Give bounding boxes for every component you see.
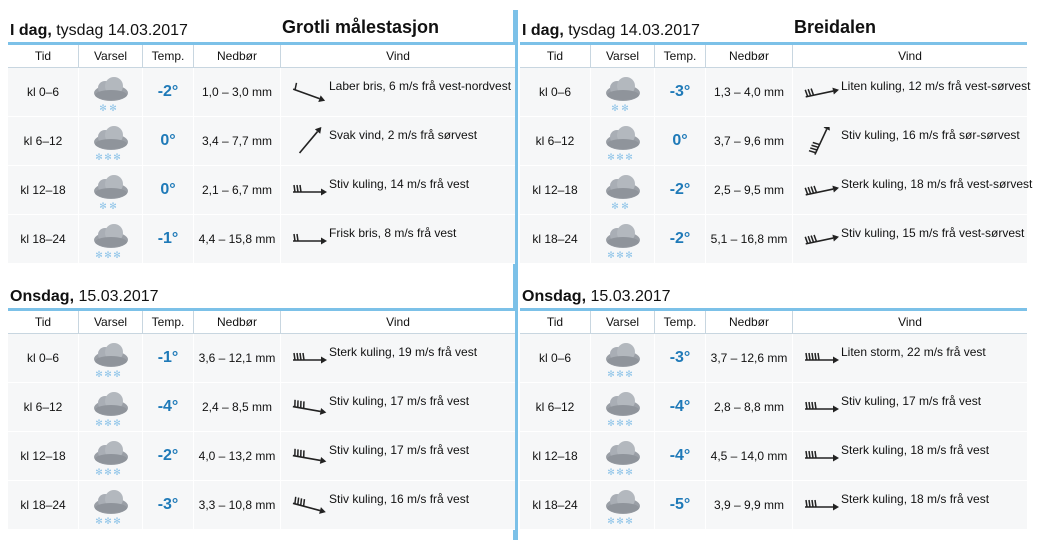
svg-text:✻: ✻ bbox=[616, 251, 624, 260]
time-period: kl 0–6 bbox=[8, 68, 79, 116]
svg-text:✻: ✻ bbox=[625, 419, 633, 428]
snow-cloud-icon bbox=[603, 341, 643, 379]
table-row bbox=[520, 68, 1031, 117]
wind-cell bbox=[793, 432, 1027, 480]
time-period: kl 12–18 bbox=[520, 432, 591, 480]
table-row bbox=[8, 383, 515, 432]
snow-cloud-icon bbox=[91, 173, 131, 211]
snow-cloud-icon bbox=[603, 173, 643, 211]
col-header-varsel: Varsel bbox=[591, 311, 655, 333]
table-row bbox=[8, 68, 515, 117]
svg-text:✻: ✻ bbox=[616, 370, 624, 379]
date-text: tysdag 14.03.2017 bbox=[568, 22, 700, 39]
svg-text:✻: ✻ bbox=[95, 153, 103, 162]
wind-cell bbox=[793, 68, 1031, 116]
time-period: kl 12–18 bbox=[520, 166, 591, 214]
temperature: -3° bbox=[143, 481, 194, 529]
day-date bbox=[10, 288, 159, 306]
forecast-cell bbox=[591, 383, 655, 431]
forecast-cell bbox=[591, 432, 655, 480]
wind-description: Sterk kuling, 18 m/s frå vest bbox=[841, 443, 990, 457]
day-label: Onsdag, bbox=[10, 288, 75, 305]
wind-description: Laber bris, 6 m/s frå vest-nordvest bbox=[329, 79, 512, 93]
forecast-cell bbox=[79, 334, 143, 382]
table-row bbox=[520, 334, 1027, 383]
svg-text:✻: ✻ bbox=[113, 468, 121, 477]
svg-text:✻: ✻ bbox=[625, 517, 633, 526]
precipitation: 2,5 – 9,5 mm bbox=[706, 166, 793, 214]
svg-text:✻: ✻ bbox=[104, 468, 112, 477]
table-row bbox=[520, 215, 1027, 264]
precipitation: 1,0 – 3,0 mm bbox=[194, 68, 281, 116]
day-header bbox=[8, 0, 515, 42]
col-header-nedbor: Nedbør bbox=[706, 311, 793, 333]
table-header bbox=[8, 42, 515, 68]
station-name: Breidalen bbox=[794, 17, 877, 37]
wind-description: Stiv kuling, 14 m/s frå vest bbox=[329, 177, 470, 191]
precipitation: 4,0 – 13,2 mm bbox=[194, 432, 281, 480]
precipitation: 3,9 – 9,9 mm bbox=[706, 481, 793, 529]
snow-cloud-icon bbox=[91, 341, 131, 379]
wind-cell bbox=[281, 117, 515, 165]
svg-text:✻: ✻ bbox=[625, 251, 633, 260]
temperature: -3° bbox=[655, 68, 706, 116]
svg-text:✻: ✻ bbox=[104, 419, 112, 428]
table-row bbox=[520, 166, 1033, 215]
col-header-tid: Tid bbox=[520, 45, 591, 67]
wind-arrow-icon bbox=[799, 442, 839, 470]
svg-text:✻: ✻ bbox=[607, 517, 615, 526]
forecast-cell bbox=[79, 215, 143, 263]
col-header-nedbor: Nedbør bbox=[194, 311, 281, 333]
svg-text:✻: ✻ bbox=[104, 251, 112, 260]
col-header-tid: Tid bbox=[8, 311, 79, 333]
wind-cell bbox=[281, 215, 515, 263]
time-period: kl 12–18 bbox=[8, 166, 79, 214]
table-header bbox=[8, 308, 515, 334]
snow-cloud-icon bbox=[91, 222, 131, 260]
wind-description: Stiv kuling, 16 m/s frå sør-sørvest bbox=[841, 128, 1020, 142]
svg-text:✻: ✻ bbox=[104, 153, 112, 162]
day-date bbox=[10, 22, 188, 40]
forecast-cell bbox=[79, 68, 143, 116]
day-label: I dag, bbox=[522, 22, 564, 39]
svg-text:✻: ✻ bbox=[113, 419, 121, 428]
table-row bbox=[8, 481, 515, 530]
precipitation: 3,6 – 12,1 mm bbox=[194, 334, 281, 382]
table-row bbox=[8, 432, 515, 481]
time-period: kl 6–12 bbox=[520, 117, 591, 165]
time-period: kl 6–12 bbox=[8, 117, 79, 165]
svg-text:✻: ✻ bbox=[621, 202, 629, 211]
svg-text:✻: ✻ bbox=[113, 153, 121, 162]
col-header-nedbor: Nedbør bbox=[706, 45, 793, 67]
time-period: kl 18–24 bbox=[8, 481, 79, 529]
time-period: kl 6–12 bbox=[8, 383, 79, 431]
wind-cell bbox=[281, 68, 515, 116]
temperature: -2° bbox=[655, 215, 706, 263]
precipitation: 2,8 – 8,8 mm bbox=[706, 383, 793, 431]
precipitation: 2,4 – 8,5 mm bbox=[194, 383, 281, 431]
table-row bbox=[520, 432, 1027, 481]
table-row bbox=[520, 383, 1027, 432]
svg-text:✻: ✻ bbox=[113, 251, 121, 260]
wind-arrow-icon bbox=[799, 176, 839, 204]
wind-description: Liten storm, 22 m/s frå vest bbox=[841, 345, 986, 359]
wind-arrow-icon bbox=[287, 393, 327, 421]
svg-text:✻: ✻ bbox=[99, 104, 107, 113]
wind-description: Svak vind, 2 m/s frå sørvest bbox=[329, 128, 478, 142]
svg-text:✻: ✻ bbox=[616, 468, 624, 477]
wind-cell bbox=[793, 481, 1027, 529]
temperature: -2° bbox=[143, 432, 194, 480]
temperature: -1° bbox=[143, 215, 194, 263]
temperature: -1° bbox=[143, 334, 194, 382]
temperature: -2° bbox=[143, 68, 194, 116]
wind-arrow-icon bbox=[799, 491, 839, 519]
svg-text:✻: ✻ bbox=[616, 517, 624, 526]
snow-cloud-icon bbox=[603, 222, 643, 260]
wind-cell bbox=[793, 166, 1033, 214]
wind-arrow-icon bbox=[287, 442, 327, 470]
wind-arrow-icon bbox=[287, 127, 327, 155]
svg-text:✻: ✻ bbox=[616, 419, 624, 428]
wind-cell bbox=[281, 432, 515, 480]
forecast-cell bbox=[79, 117, 143, 165]
station-column bbox=[8, 0, 515, 530]
temperature: -5° bbox=[655, 481, 706, 529]
table-row bbox=[520, 481, 1027, 530]
forecast-cell bbox=[79, 383, 143, 431]
svg-text:✻: ✻ bbox=[109, 104, 117, 113]
svg-text:✻: ✻ bbox=[625, 153, 633, 162]
table-row bbox=[8, 334, 515, 383]
snow-cloud-icon bbox=[603, 75, 643, 113]
svg-text:✻: ✻ bbox=[95, 419, 103, 428]
temperature: -4° bbox=[655, 383, 706, 431]
col-header-temp: Temp. bbox=[143, 45, 194, 67]
wind-description: Sterk kuling, 18 m/s frå vest bbox=[841, 492, 990, 506]
col-header-varsel: Varsel bbox=[591, 45, 655, 67]
svg-text:✻: ✻ bbox=[611, 104, 619, 113]
wind-cell bbox=[793, 215, 1027, 263]
forecast-cell bbox=[79, 166, 143, 214]
svg-text:✻: ✻ bbox=[625, 468, 633, 477]
day-header bbox=[520, 264, 1027, 308]
svg-text:✻: ✻ bbox=[625, 370, 633, 379]
day-label: I dag, bbox=[10, 22, 52, 39]
svg-text:✻: ✻ bbox=[95, 251, 103, 260]
precipitation: 3,7 – 9,6 mm bbox=[706, 117, 793, 165]
precipitation: 2,1 – 6,7 mm bbox=[194, 166, 281, 214]
day-label: Onsdag, bbox=[522, 288, 587, 305]
svg-text:✻: ✻ bbox=[95, 468, 103, 477]
col-header-varsel: Varsel bbox=[79, 311, 143, 333]
precipitation: 3,3 – 10,8 mm bbox=[194, 481, 281, 529]
forecast-cell bbox=[591, 68, 655, 116]
snow-cloud-icon bbox=[603, 488, 643, 526]
wind-description: Frisk bris, 8 m/s frå vest bbox=[329, 226, 457, 240]
forecast-cell bbox=[591, 481, 655, 529]
wind-cell bbox=[793, 334, 1027, 382]
forecast-cell bbox=[591, 166, 655, 214]
wind-arrow-icon bbox=[799, 344, 839, 372]
wind-description: Sterk kuling, 19 m/s frå vest bbox=[329, 345, 478, 359]
svg-text:✻: ✻ bbox=[607, 468, 615, 477]
svg-text:✻: ✻ bbox=[621, 104, 629, 113]
station-column bbox=[520, 0, 1033, 530]
precipitation: 4,4 – 15,8 mm bbox=[194, 215, 281, 263]
day-date bbox=[522, 22, 700, 40]
table-row bbox=[8, 117, 515, 166]
wind-cell bbox=[793, 117, 1027, 165]
col-header-temp: Temp. bbox=[655, 45, 706, 67]
time-period: kl 18–24 bbox=[520, 215, 591, 263]
precipitation: 5,1 – 16,8 mm bbox=[706, 215, 793, 263]
table-row bbox=[520, 117, 1027, 166]
col-header-vind: Vind bbox=[386, 315, 410, 329]
temperature: -4° bbox=[655, 432, 706, 480]
wind-description: Stiv kuling, 17 m/s frå vest bbox=[329, 443, 470, 457]
svg-text:✻: ✻ bbox=[607, 370, 615, 379]
forecast-cell bbox=[591, 117, 655, 165]
station-name: Grotli målestasjon bbox=[282, 17, 440, 37]
snow-cloud-icon bbox=[603, 390, 643, 428]
wind-description: Stiv kuling, 15 m/s frå vest-sørvest bbox=[841, 226, 1025, 240]
snow-cloud-icon bbox=[91, 124, 131, 162]
wind-arrow-icon bbox=[799, 127, 839, 155]
col-header-tid: Tid bbox=[8, 45, 79, 67]
precipitation: 3,4 – 7,7 mm bbox=[194, 117, 281, 165]
temperature: -2° bbox=[655, 166, 706, 214]
col-header-temp: Temp. bbox=[655, 311, 706, 333]
forecast-cell bbox=[591, 334, 655, 382]
forecast-cell bbox=[79, 481, 143, 529]
wind-cell bbox=[281, 166, 515, 214]
svg-text:✻: ✻ bbox=[95, 370, 103, 379]
col-header-vind: Vind bbox=[386, 49, 410, 63]
day-header bbox=[8, 264, 515, 308]
date-text: tysdag 14.03.2017 bbox=[56, 22, 188, 39]
wind-description: Liten kuling, 12 m/s frå vest-sørvest bbox=[841, 79, 1031, 93]
wind-cell bbox=[281, 481, 515, 529]
date-text: 15.03.2017 bbox=[590, 288, 671, 305]
temperature: -4° bbox=[143, 383, 194, 431]
wind-arrow-icon bbox=[799, 225, 839, 253]
snow-cloud-icon bbox=[91, 390, 131, 428]
svg-text:✻: ✻ bbox=[95, 517, 103, 526]
day-forecast bbox=[8, 0, 515, 264]
table-header bbox=[520, 308, 1027, 334]
wind-arrow-icon bbox=[287, 78, 327, 106]
wind-arrow-icon bbox=[799, 393, 839, 421]
wind-description: Stiv kuling, 17 m/s frå vest bbox=[329, 394, 470, 408]
temperature: 0° bbox=[655, 117, 706, 165]
precipitation: 1,3 – 4,0 mm bbox=[706, 68, 793, 116]
temperature: -3° bbox=[655, 334, 706, 382]
wind-arrow-icon bbox=[287, 225, 327, 253]
svg-text:✻: ✻ bbox=[607, 251, 615, 260]
temperature: 0° bbox=[143, 117, 194, 165]
day-date bbox=[522, 288, 671, 306]
time-period: kl 12–18 bbox=[8, 432, 79, 480]
day-header bbox=[520, 0, 1027, 42]
svg-text:✻: ✻ bbox=[109, 202, 117, 211]
time-period: kl 18–24 bbox=[8, 215, 79, 263]
precipitation: 3,7 – 12,6 mm bbox=[706, 334, 793, 382]
snow-cloud-icon bbox=[603, 439, 643, 477]
wind-arrow-icon bbox=[287, 176, 327, 204]
forecast-cell bbox=[591, 215, 655, 263]
time-period: kl 0–6 bbox=[520, 68, 591, 116]
table-header bbox=[520, 42, 1027, 68]
svg-text:✻: ✻ bbox=[607, 419, 615, 428]
wind-cell bbox=[281, 383, 515, 431]
wind-arrow-icon bbox=[799, 78, 839, 106]
wind-arrow-icon bbox=[287, 344, 327, 372]
table-row bbox=[8, 166, 515, 215]
svg-text:✻: ✻ bbox=[113, 370, 121, 379]
col-header-vind: Vind bbox=[898, 315, 922, 329]
precipitation: 4,5 – 14,0 mm bbox=[706, 432, 793, 480]
wind-cell bbox=[281, 334, 515, 382]
date-text: 15.03.2017 bbox=[78, 288, 159, 305]
wind-description: Stiv kuling, 17 m/s frå vest bbox=[841, 394, 982, 408]
svg-text:✻: ✻ bbox=[611, 202, 619, 211]
wind-arrow-icon bbox=[287, 491, 327, 519]
svg-text:✻: ✻ bbox=[113, 517, 121, 526]
col-header-tid: Tid bbox=[520, 311, 591, 333]
svg-text:✻: ✻ bbox=[616, 153, 624, 162]
wind-description: Sterk kuling, 18 m/s frå vest-sørvest bbox=[841, 177, 1033, 191]
snow-cloud-icon bbox=[91, 488, 131, 526]
time-period: kl 6–12 bbox=[520, 383, 591, 431]
svg-text:✻: ✻ bbox=[104, 370, 112, 379]
time-period: kl 0–6 bbox=[520, 334, 591, 382]
svg-text:✻: ✻ bbox=[104, 517, 112, 526]
snow-cloud-icon bbox=[603, 124, 643, 162]
day-forecast bbox=[8, 264, 515, 530]
day-forecast bbox=[520, 0, 1033, 264]
forecast-cell bbox=[79, 432, 143, 480]
time-period: kl 18–24 bbox=[520, 481, 591, 529]
col-header-varsel: Varsel bbox=[79, 45, 143, 67]
wind-cell bbox=[793, 383, 1027, 431]
col-header-vind: Vind bbox=[898, 49, 922, 63]
snow-cloud-icon bbox=[91, 439, 131, 477]
time-period: kl 0–6 bbox=[8, 334, 79, 382]
table-row bbox=[8, 215, 515, 264]
svg-text:✻: ✻ bbox=[607, 153, 615, 162]
wind-description: Stiv kuling, 16 m/s frå vest bbox=[329, 492, 470, 506]
col-header-nedbor: Nedbør bbox=[194, 45, 281, 67]
temperature: 0° bbox=[143, 166, 194, 214]
col-header-temp: Temp. bbox=[143, 311, 194, 333]
svg-text:✻: ✻ bbox=[99, 202, 107, 211]
day-forecast bbox=[520, 264, 1027, 530]
snow-cloud-icon bbox=[91, 75, 131, 113]
